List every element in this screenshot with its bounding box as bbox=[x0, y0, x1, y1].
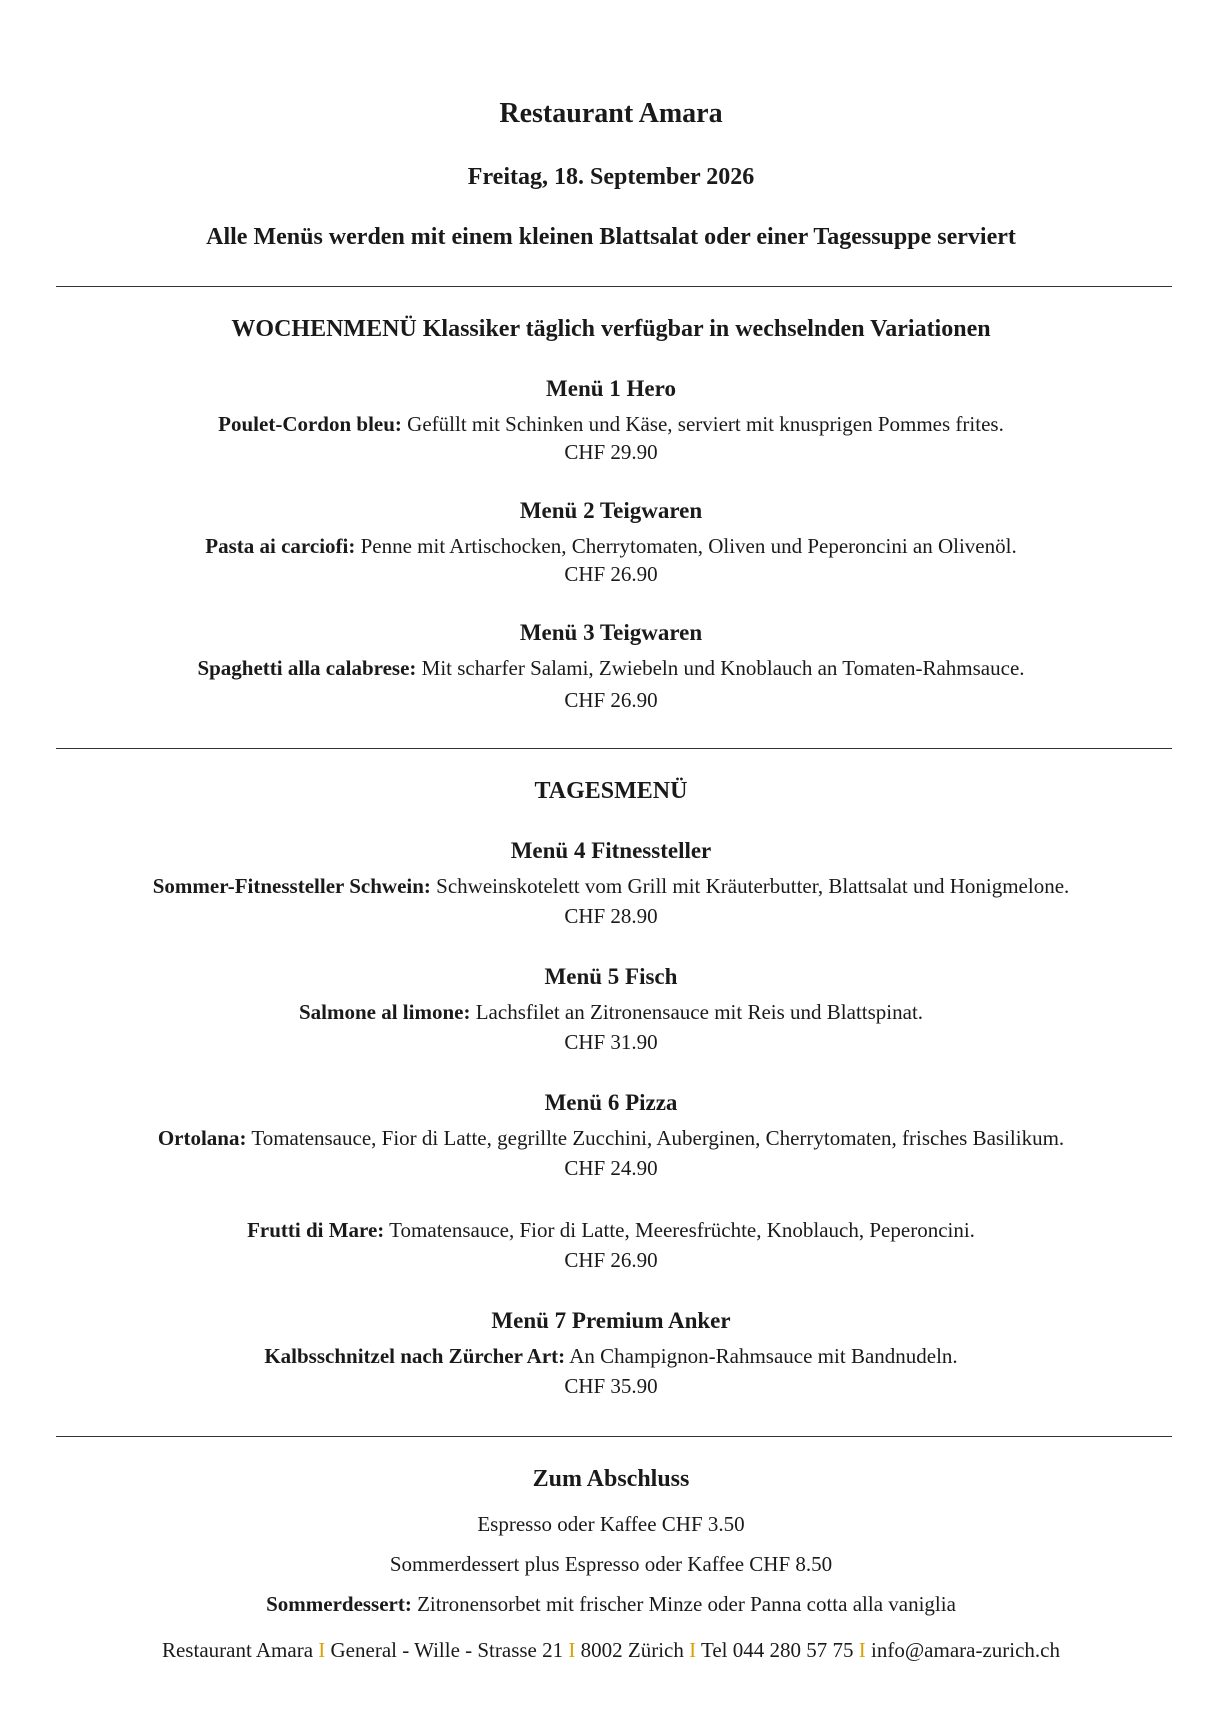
daily-heading: TAGESMENÜ bbox=[534, 778, 688, 804]
dish-text: Gefüllt mit Schinken und Käse, serviert mit knusprigen Pommes frites. bbox=[401, 412, 1004, 436]
menu-item-price: CHF 26.90 bbox=[564, 1248, 658, 1272]
menu-item-description bbox=[0, 1126, 1222, 1151]
dish-name: Salmone al limone: bbox=[298, 1000, 471, 1024]
dish-name: Frutti di Mare: bbox=[247, 1218, 385, 1242]
footer-separator: I bbox=[568, 1638, 576, 1662]
footer-phone: Tel 044 280 57 75 bbox=[696, 1638, 859, 1662]
footer-separator: I bbox=[689, 1638, 697, 1662]
footer-email: info@amara-zurich.ch bbox=[865, 1638, 1061, 1662]
footer-address: General - Wille - Strasse 21 bbox=[325, 1638, 569, 1662]
footer-separator: I bbox=[318, 1638, 326, 1662]
menu-item-description bbox=[0, 1344, 1222, 1369]
dessert-combo-line: Sommerdessert plus Espresso oder Kaffee CHF 8.50 bbox=[389, 1552, 833, 1576]
restaurant-title: Restaurant Amara bbox=[499, 98, 723, 129]
menu-item-title: Menü 5 Fisch bbox=[544, 964, 678, 989]
footer-contact bbox=[0, 1638, 1222, 1663]
menu-item-title: Menü 3 Teigwaren bbox=[519, 620, 703, 645]
weekly-heading: WOCHENMENÜ Klassiker täglich verfügbar in wechselnden Variationen bbox=[231, 316, 991, 342]
menu-item-title: Menü 6 Pizza bbox=[544, 1090, 678, 1115]
dish-name: Ortolana: bbox=[157, 1126, 247, 1150]
menu-item-description bbox=[0, 656, 1222, 681]
dessert-line bbox=[0, 1592, 1222, 1617]
dish-text: Lachsfilet an Zitronensauce mit Reis und Blattspinat. bbox=[470, 1000, 924, 1024]
menu-item-price: CHF 35.90 bbox=[564, 1374, 658, 1398]
divider bbox=[56, 1436, 1172, 1437]
menu-item-description bbox=[0, 1000, 1222, 1025]
menu-item-title: Menü 4 Fitnessteller bbox=[510, 838, 712, 863]
footer-city: 8002 Zürich bbox=[575, 1638, 690, 1662]
serving-note: Alle Menüs werden mit einem kleinen Blattsalat oder einer Tagessuppe serviert bbox=[206, 224, 1016, 250]
dish-text: An Champignon-Rahmsauce mit Bandnudeln. bbox=[565, 1344, 958, 1368]
dish-name: Spaghetti alla calabrese: bbox=[197, 656, 417, 680]
menu-item-title: Menü 7 Premium Anker bbox=[491, 1308, 731, 1333]
footer-name: Restaurant Amara bbox=[161, 1638, 319, 1662]
dish-name: Sommer-Fitnessteller Schwein: bbox=[152, 874, 431, 898]
menu-item-title: Menü 2 Teigwaren bbox=[519, 498, 703, 523]
dessert-label: Sommerdessert: bbox=[266, 1592, 412, 1616]
menu-item-price: CHF 31.90 bbox=[564, 1030, 658, 1054]
dish-name: Poulet-Cordon bleu: bbox=[218, 412, 402, 436]
dish-name: Pasta ai carciofi: bbox=[205, 534, 356, 558]
menu-item-description bbox=[0, 412, 1222, 437]
dish-text: Mit scharfer Salami, Zwiebeln und Knoblauch an Tomaten-Rahmsauce. bbox=[416, 656, 1025, 680]
dish-name: Kalbsschnitzel nach Zürcher Art: bbox=[264, 1344, 566, 1368]
coffee-line: Espresso oder Kaffee CHF 3.50 bbox=[477, 1512, 745, 1536]
menu-item-title: Menü 1 Hero bbox=[546, 376, 676, 401]
menu-item-price: CHF 24.90 bbox=[564, 1156, 658, 1180]
divider bbox=[56, 748, 1172, 749]
dish-text: Schweinskotelett vom Grill mit Kräuterbutter, Blattsalat und Honigmelone. bbox=[430, 874, 1070, 898]
menu-item-description bbox=[0, 534, 1222, 559]
menu-item-price: CHF 29.90 bbox=[564, 440, 658, 464]
dish-text: Penne mit Artischocken, Cherrytomaten, Oliven und Peperoncini an Olivenöl. bbox=[355, 534, 1017, 558]
menu-item-description bbox=[0, 1218, 1222, 1243]
finish-heading: Zum Abschluss bbox=[532, 1466, 690, 1492]
menu-item-price: CHF 28.90 bbox=[564, 904, 658, 928]
menu-item-price: CHF 26.90 bbox=[564, 562, 658, 586]
dessert-text: Zitronensorbet mit frischer Minze oder Panna cotta alla vaniglia bbox=[411, 1592, 956, 1616]
menu-item-description bbox=[0, 874, 1222, 899]
menu-item-price: CHF 26.90 bbox=[564, 688, 658, 712]
menu-date: Freitag, 18. September 2026 bbox=[467, 164, 755, 190]
dish-text: Tomatensauce, Fior di Latte, Meeresfrüchte, Knoblauch, Peperoncini. bbox=[384, 1218, 975, 1242]
dish-text: Tomatensauce, Fior di Latte, gegrillte Zucchini, Auberginen, Cherrytomaten, frisches Basilikum. bbox=[246, 1126, 1065, 1150]
footer-separator: I bbox=[858, 1638, 866, 1662]
divider bbox=[56, 286, 1172, 287]
